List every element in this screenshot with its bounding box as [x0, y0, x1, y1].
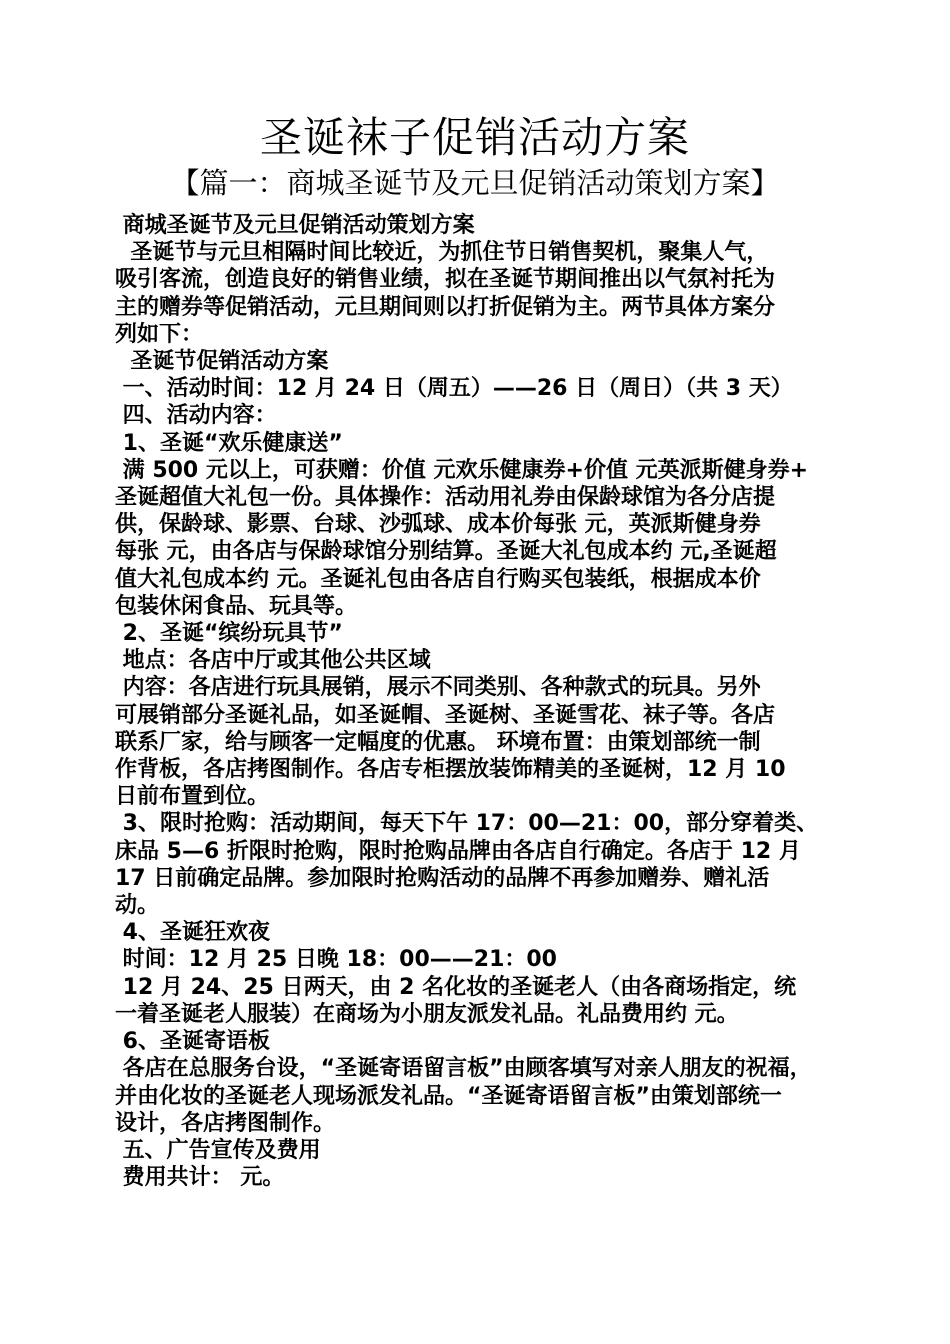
document-title: 圣诞袜子促销活动方案 — [259, 113, 690, 162]
document-body — [115, 212, 837, 1191]
body-line: 日前布置到位。 — [115, 784, 270, 810]
body-line: 主的赠券等促销活动，元旦期间则以打折促销为主。两节具体方案分 — [115, 294, 776, 320]
body-line: 每张 元，由各店与保龄球馆分别结算。圣诞大礼包成本约 元,圣诞超 — [115, 539, 777, 565]
body-line: 满 500 元以上，可获赠：价值 元欢乐健康券+价值 元英派斯健身券+ — [115, 457, 809, 483]
body-line: 12 月 24、25 日两天，由 2 名化妆的圣诞老人（由各商场指定，统 — [115, 974, 797, 1000]
body-line: 内容：各店进行玩具展销，展示不同类别、各种款式的玩具。另外 — [115, 675, 761, 701]
body-line: 时间：12 月 25 日晚 18：00——21：00 — [115, 947, 557, 973]
body-line: 一、活动时间：12 月 24 日（周五）——26 日（周日）（共 3 天） — [115, 376, 793, 402]
body-line: 床品 5—6 折限时抢购，限时抢购品牌由各店自行确定。各店于 12 月 — [115, 838, 801, 864]
body-line: 6、圣诞寄语板 — [115, 1029, 270, 1055]
body-line: 商城圣诞节及元旦促销活动策划方案 — [115, 213, 475, 238]
body-line: 作背板，各店拷图制作。各店专柜摆放装饰精美的圣诞树，12 月 10 — [115, 757, 786, 783]
body-line: 3、限时抢购：活动期间，每天下午 17：00—21：00，部分穿着类、 — [115, 811, 819, 837]
document-subtitle: 【篇一：商城圣诞节及元旦促销活动策划方案】 — [170, 166, 780, 200]
body-line: 地点：各店中厅或其他公共区域 — [115, 648, 431, 674]
body-line: 设计，各店拷图制作。 — [115, 1110, 336, 1136]
body-line: 四、活动内容： — [115, 403, 277, 429]
body-line: 可展销部分圣诞礼品，如圣诞帽、圣诞树、圣诞雪花、袜子等。各店 — [115, 702, 776, 728]
body-line: 联系厂家，给与顾客一定幅度的优惠。 环境布置：由策划部统一制 — [115, 729, 761, 755]
body-line: 五、广告宣传及费用 — [115, 1137, 321, 1163]
body-line: 圣诞超值大礼包一份。具体操作：活动用礼券由保龄球馆为各分店提 — [115, 485, 776, 511]
body-line: 并由化妆的圣诞老人现场派发礼品。“圣诞寄语留言板”由策划部统一 — [115, 1083, 782, 1109]
body-line: 17 日前确定品牌。参加限时抢购活动的品牌不再参加赠券、赠礼活 — [115, 865, 770, 891]
body-line: 包装休闲食品、玩具等。 — [115, 593, 358, 619]
body-line: 1、圣诞“欢乐健康送” — [115, 430, 343, 456]
body-line: 值大礼包成本约 元。圣诞礼包由各店自行购买包装纸，根据成本价 — [115, 566, 761, 592]
body-line: 列如下： — [115, 321, 204, 347]
body-line: 各店在总服务台设，“圣诞寄语留言板”由顾客填写对亲人朋友的祝福， — [115, 1056, 812, 1082]
body-line: 一着圣诞老人服装）在商场为小朋友派发礼品。礼品费用约 元。 — [115, 1001, 739, 1027]
body-line: 圣诞节促销活动方案 — [115, 349, 329, 375]
body-line: 动。 — [115, 893, 160, 919]
body-line: 费用共计： 元。 — [115, 1165, 285, 1191]
body-line: 吸引客流，创造良好的销售业绩，拟在圣诞节期间推出以气氛衬托为 — [115, 267, 776, 293]
body-line: 供，保龄球、影票、台球、沙弧球、成本价每张 元，英派斯健身券 — [115, 512, 761, 538]
body-line: 圣诞节与元旦相隔时间比较近，为抓住节日销售契机，聚集人气， — [115, 240, 769, 266]
body-line: 2、圣诞“缤纷玩具节” — [115, 621, 343, 647]
body-line: 4、圣诞狂欢夜 — [115, 920, 270, 946]
